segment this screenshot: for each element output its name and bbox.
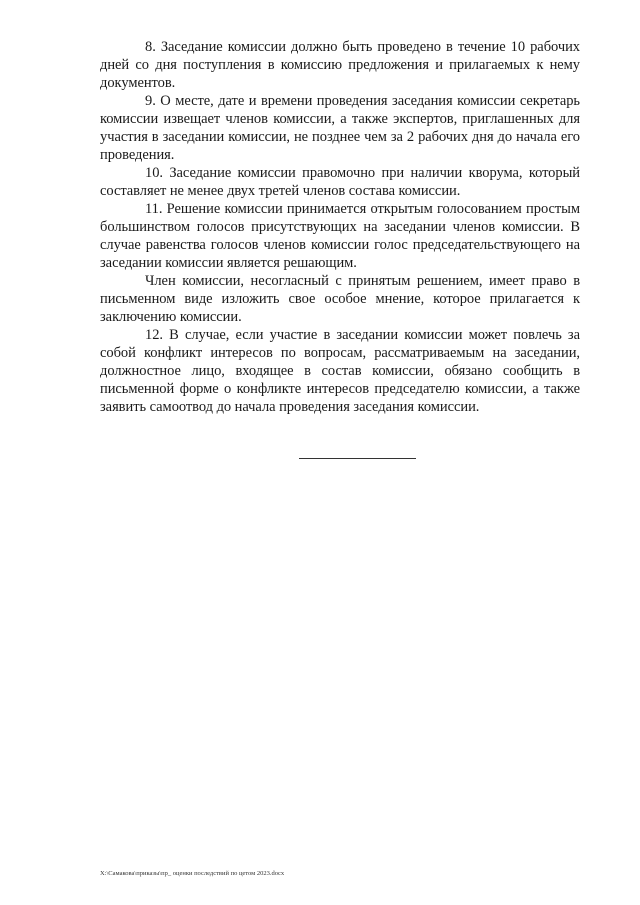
paragraph-9: 9. О месте, дате и времени проведения заседания комиссии секретарь комиссии извещает членов комиссии, а также экспертов, приглашенных для участия в заседании комиссии, не позднее чем за 2 рабочих дня до начала его проведения.	[100, 93, 580, 163]
paragraph-10: 10. Заседание комиссии правомочно при наличии кворума, который составляет не менее двух третей членов состава комиссии.	[100, 165, 580, 199]
paragraph-8: 8. Заседание комиссии должно быть проведено в течение 10 рабочих дней со дня поступления в комиссию предложения и прилагаемых к нему документов.	[100, 39, 580, 91]
paragraph-11: 11. Решение комиссии принимается открытым голосованием простым большинством голосов присутствующих на заседании членов комиссии. В случае равенства голосов членов комиссии голос председательствующего на заседании комиссии является решающим.	[100, 201, 580, 271]
footer-file-path: X:\Самакова\приказы\пр_ оценки последствий по цетом 2023.docx	[100, 870, 285, 877]
end-divider-line	[299, 458, 416, 459]
paragraph-11-dissent: Член комиссии, несогласный с принятым решением, имеет право в письменном виде изложить свое особое мнение, которое прилагается к заключению комиссии.	[100, 273, 580, 325]
document-body	[100, 38, 580, 416]
paragraph-12: 12. В случае, если участие в заседании комиссии может повлечь за собой конфликт интересов по вопросам, рассматриваемым на заседании, должностное лицо, входящее в состав комиссии, обязано сообщить в письменной форме о конфликте интересов председателю комиссии, а также заявить самоотвод до начала проведения заседания комиссии.	[100, 327, 580, 415]
